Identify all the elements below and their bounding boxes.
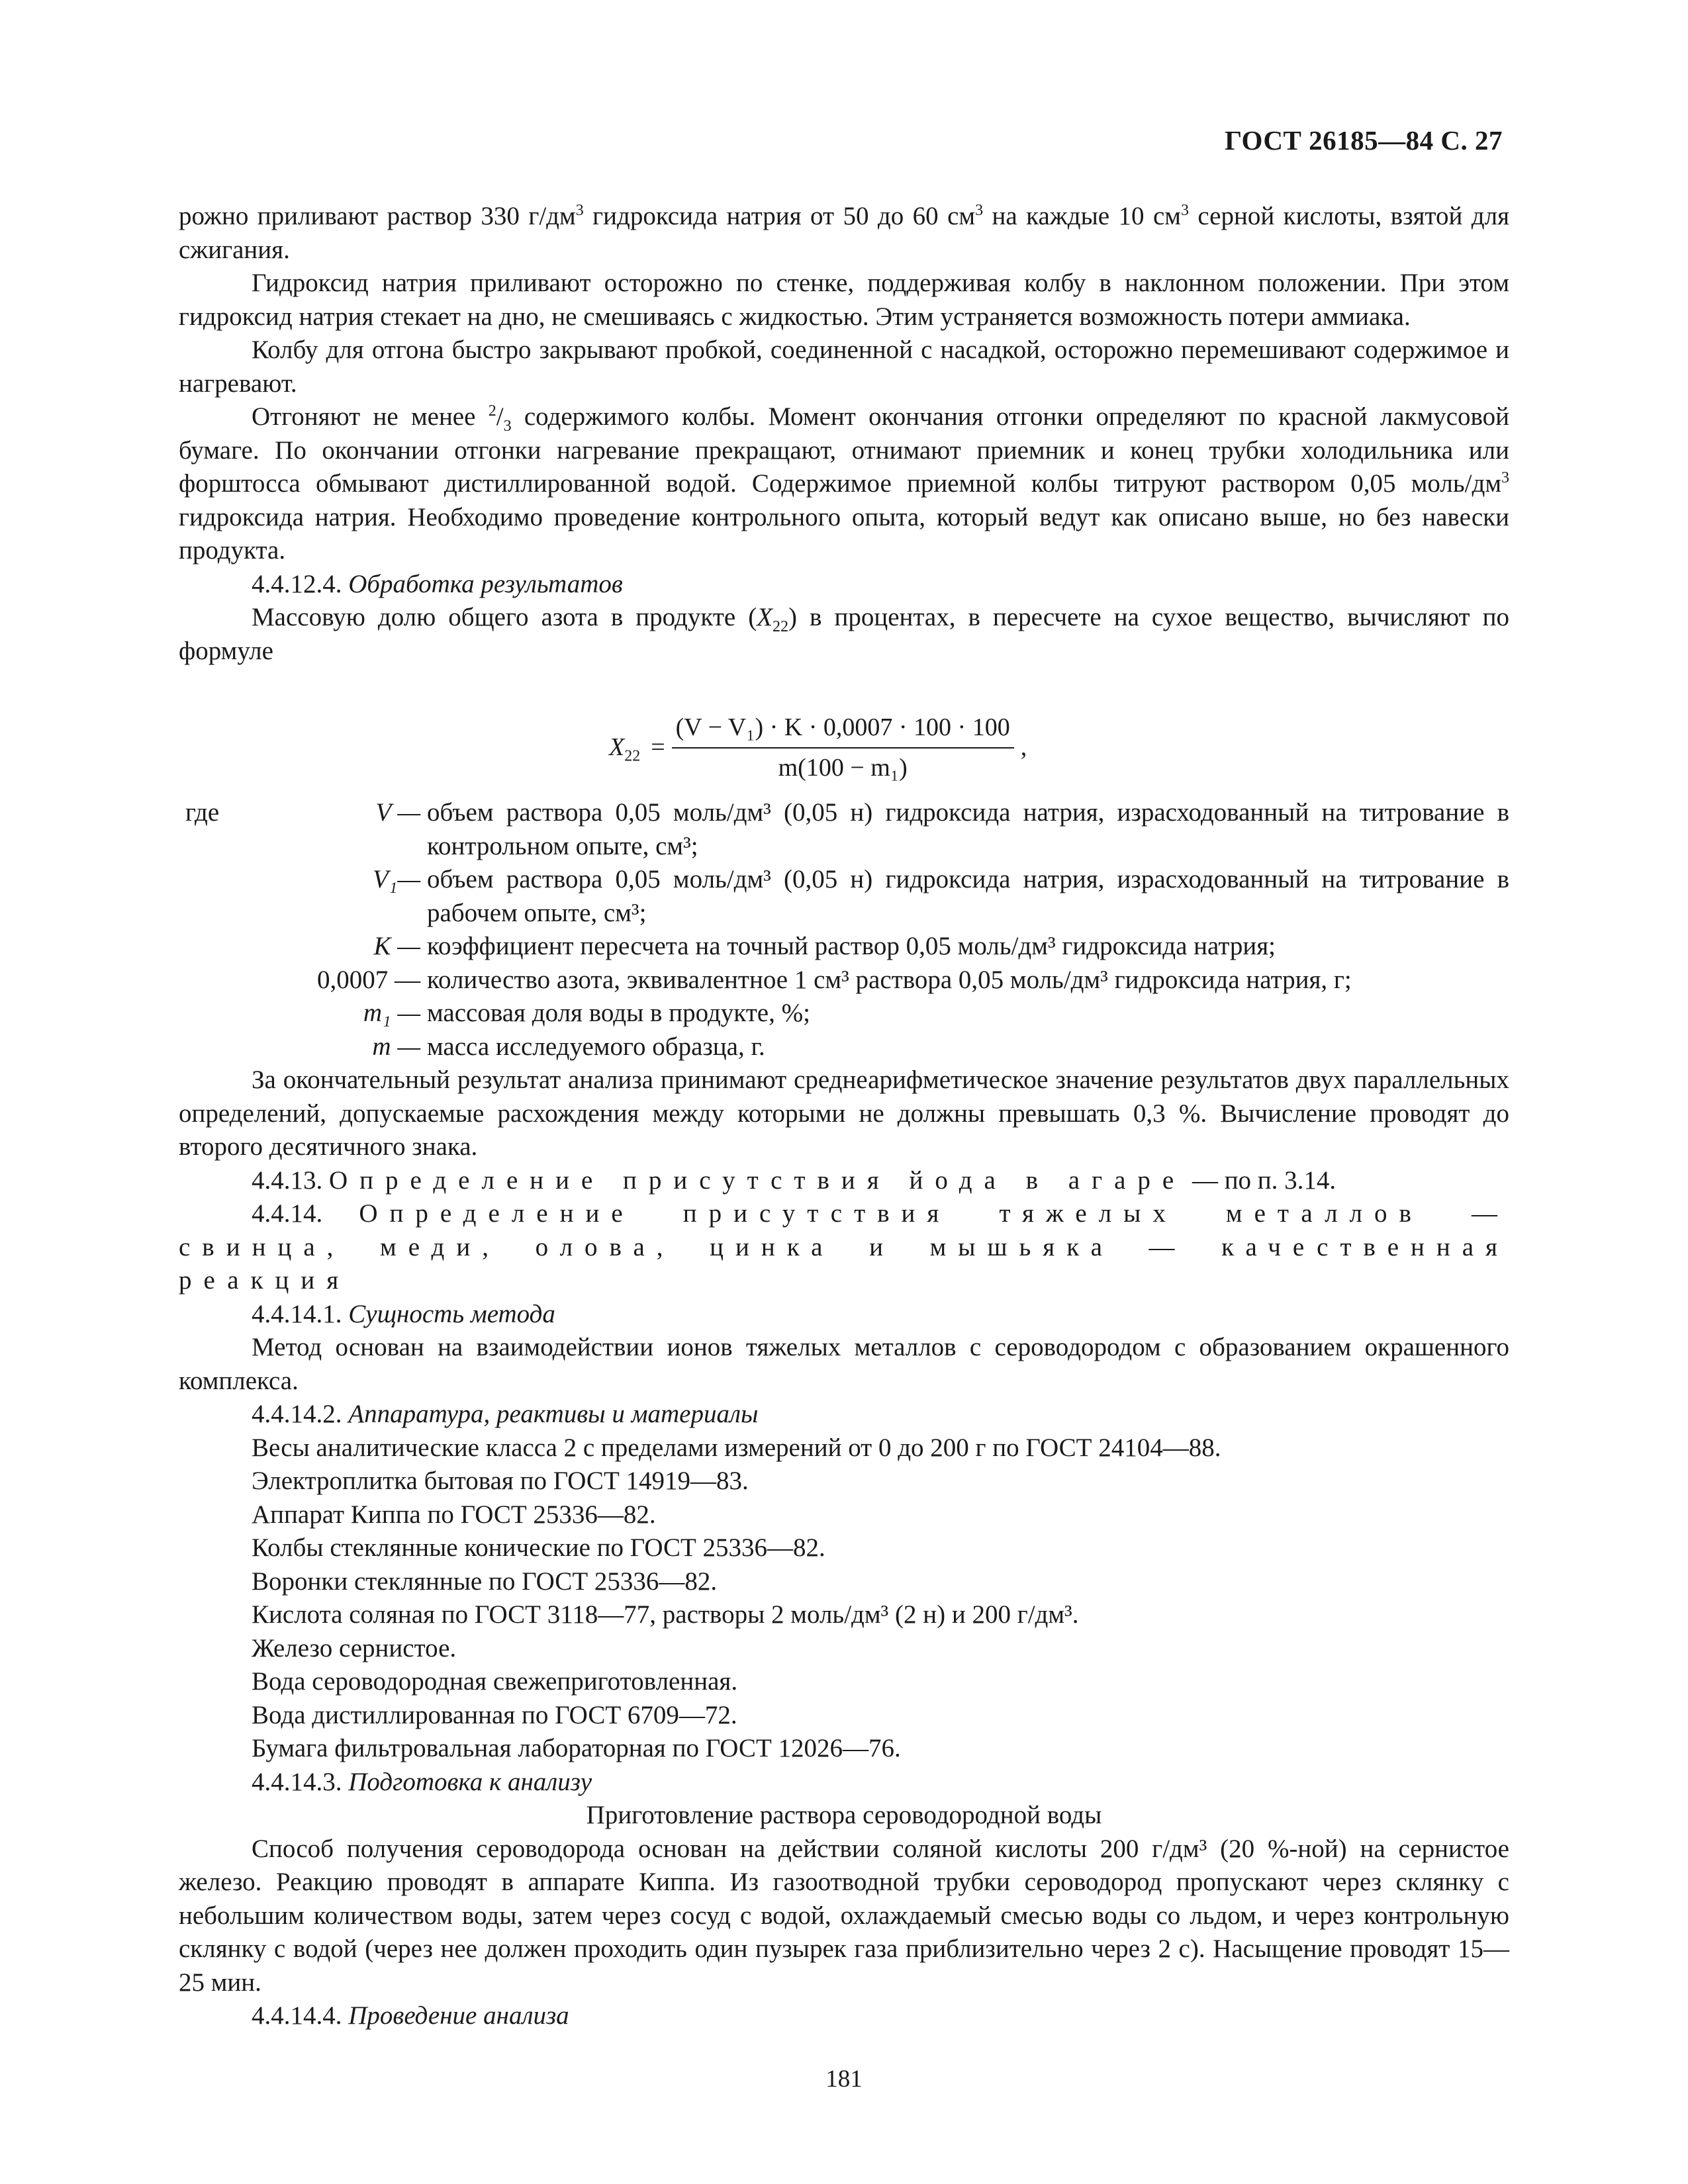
section-4-4-13: 4.4.13. Определение присутствия йода в агаре — по п. 3.14.	[252, 1165, 1336, 1195]
definition-row: m — масса исследуемого образца, г.	[372, 1032, 765, 1061]
formula-fraction	[672, 711, 1014, 784]
section-4-4-14-1: 4.4.14.1. Сущность метода	[252, 1299, 555, 1328]
formula-comma: ,	[1020, 733, 1027, 762]
definition-row: V₁— объем раствора 0,05 моль/дм³ (0,05 н) гидроксида натрия, израсходованный на титрование в рабочем опыте, см³;	[372, 865, 1509, 927]
variable-definitions	[179, 796, 1509, 1064]
page-number: 181	[825, 2066, 863, 2093]
page-body	[179, 200, 1509, 2033]
definition-row: 0,0007 — количество азота, эквивалентное 1 см³ раствора 0,05 моль/дм³ гидроксида натрия, г;	[317, 965, 1352, 994]
paragraph-1: рожно приливают раствор 330 $г/дм^3$ гидроксида натрия от 50 до 60 $см^3$ на каждые 10 $см^3$ серной кислоты, взятой для сжигания.	[179, 202, 1510, 264]
definition-row: m₁ — массовая доля воды в продукте, %;	[363, 999, 810, 1027]
section-4-4-14: 4.4.14. Определение присутствия тяжелых металлов — свинца, меди, олова, цинка и мышьяка — качественная реакция	[179, 1199, 1510, 1295]
list-item: Колбы стеклянные конические по ГОСТ 25336—82.	[252, 1533, 825, 1562]
formula-x22	[179, 668, 1509, 794]
paragraph-6: За окончательный результат анализа принимают среднеарифметическое значение результатов двух параллельных определений, допускаемые расхождения между которыми не должны превышать 0,3 %. Вычисление проводят до второго десятичного знака.	[179, 1066, 1509, 1161]
paragraph-8: Способ получения сероводорода основан на действии соляной кислоты 200 г/дм³ (20 %-ной) на сернистое железо. Реакцию проводят в аппарате Киппа. Из газоотводной трубки сероводород пропускают через склянку с небольшим количеством воды, затем через сосуд с водой, охлаждаемый смесью воды со льдом, и через контрольную склянку с водой (через нее должен проходить один пузырек газа приблизительно через 2 с). Насыщение проводят 15—25 мин.	[179, 1834, 1509, 1997]
paragraph-5: Массовую долю общего азота в продукте $(X_{22})$ в процентах, в пересчете на сухое вещество, вычисляют по формуле	[179, 603, 1509, 665]
section-4-4-14-4: 4.4.14.4. Проведение анализа	[252, 2001, 569, 2030]
list-item: Бумага фильтровальная лабораторная по ГОСТ 12026—76.	[252, 1734, 901, 1762]
section-4-4-14-2: 4.4.14.2. Аппаратура, реактивы и материалы	[252, 1400, 759, 1428]
section-4-4-14-3: 4.4.14.3. Подготовка к анализу	[252, 1767, 592, 1796]
list-item: Кислота соляная по ГОСТ 3118—77, растворы 2 моль/дм³ (2 н) и 200 г/дм³.	[252, 1600, 1079, 1629]
list-item: Электроплитка бытовая по ГОСТ 14919—83.	[252, 1467, 749, 1495]
paragraph-7: Метод основан на взаимодействии ионов тяжелых металлов с сероводородом с образованием окрашенного комплекса.	[179, 1333, 1509, 1395]
section-4-4-12-4: 4.4.12.4. Обработка результатов	[252, 569, 623, 598]
paragraph-3: Колбу для отгона быстро закрывают пробкой, соединенной с насадкой, осторожно перемешивают содержимое и нагревают.	[179, 336, 1509, 398]
formula-lhs: $X_{22}$	[609, 733, 641, 765]
list-item: Вода сероводородная свежеприготовленная.	[252, 1667, 738, 1696]
definition-row: где V — объем раствора 0,05 моль/дм³ (0,05 н) гидроксида натрия, израсходованный на титрование в контрольном опыте, см³;	[185, 798, 1509, 860]
list-item: Аппарат Киппа по ГОСТ 25336—82.	[252, 1500, 656, 1529]
formula-equals: =	[651, 733, 665, 762]
list-item: Железо сернистое.	[252, 1633, 457, 1662]
subheading: Приготовление раствора сероводородной воды	[586, 1801, 1102, 1829]
definition-row: K — коэффициент пересчета на точный раствор 0,05 моль/дм³ гидроксида натрия;	[373, 932, 1276, 960]
paragraph-2: Гидроксид натрия приливают осторожно по стенке, поддерживая колбу в наклонном положении. При этом гидроксид натрия стекает на дно, не смешиваясь с жидкостью. Этим устраняется возможность потери аммиака.	[179, 269, 1509, 331]
list-item: Вода дистиллированная по ГОСТ 6709—72.	[252, 1700, 737, 1729]
formula-denominator: m(100 − m₁)	[778, 753, 908, 782]
fraction-two-thirds: $^2/_3$	[488, 402, 512, 435]
list-item: Воронки стеклянные по ГОСТ 25336—82.	[252, 1567, 718, 1596]
equipment-list	[179, 1432, 1509, 1766]
list-item: Весы аналитические класса 2 с пределами измерений от 0 до 200 г по ГОСТ 24104—88.	[252, 1433, 1221, 1462]
page-header: ГОСТ 26185—84 С. 27	[1224, 125, 1503, 156]
formula-numerator: (V − V₁) · K · 0,0007 · 100 · 100	[672, 711, 1014, 749]
paragraph-4: Отгоняют не менее $^2/_3$ содержимого колбы. Момент окончания отгонки определяют по красной лакмусовой бумаге. По окончании отгонки нагревание прекращают, отнимают приемник и конец трубки холодильника или форштосса обмывают дистиллированной водой. Содержимое приемной колбы титруют раствором 0,05 моль/$дм^3$ гидроксида натрия. Необходимо проведение контрольного опыта, который ведут как описано выше, но без навески продукта.	[179, 402, 1510, 565]
